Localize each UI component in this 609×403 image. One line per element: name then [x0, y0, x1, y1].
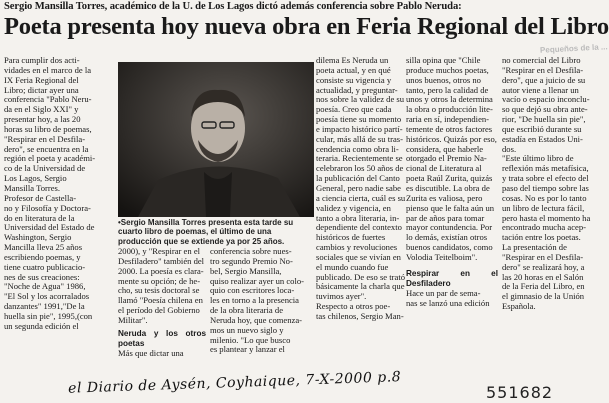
text-line: mos un nuevo siglo y [210, 324, 284, 335]
text-line: Universidad del Estado de [4, 222, 95, 233]
text-line: pero hasta el momento ha [502, 212, 591, 223]
text-line: tación entre los poetas. [502, 232, 581, 243]
text-line: General, pero nadie sabe [316, 182, 401, 193]
text-line: dilema Es Neruda un [316, 55, 389, 65]
text-line: bel, Sergio Mansilla, [210, 265, 282, 276]
text-line: "El Sol y los acorralados [4, 291, 90, 302]
text-line: básicamente la charla que [316, 281, 405, 292]
text-line: da en el Siglo XXI" y [4, 104, 79, 115]
column-1 [4, 56, 111, 376]
column-4 [406, 56, 498, 376]
text-line: mayor contundencia. Por [406, 222, 493, 233]
text-line: Respecto a otros poe- [316, 301, 391, 312]
subhead-neruda: Neruda y los otros poetas [118, 328, 206, 348]
text-line: "Respirar en el Desfila- [4, 133, 86, 144]
text-line: no comercial del Libro [502, 55, 581, 65]
text-line: encontrado mucha acep- [502, 222, 586, 233]
text-line: de la obra literaria de [210, 305, 284, 316]
photo-caption: •Sergio Mansilla Torres presenta esta tarde su cuarto libro de poemas, el último de una producción que se extiende ya por 25 años. [118, 218, 294, 246]
text-line: quio con escritores loca- [210, 285, 295, 296]
text-line: dos. [502, 143, 517, 154]
text-line: pienso que le falta aún un [406, 202, 495, 213]
text-line: huella sin pie", 1995,(con [4, 310, 93, 321]
text-line: otorgado el Premio Na- [406, 153, 487, 164]
text-line: 2000. La poesía es clara- [118, 265, 204, 276]
text-line: "Noche de Agua" 1986, [4, 281, 86, 292]
text-line: Militar". [118, 314, 148, 325]
text-line: el período del Gobierno [118, 305, 200, 316]
text-line: cosas. No es por lo tanto [502, 192, 587, 203]
text-line: actualidad, y preguntar- [316, 84, 398, 95]
text-line: buenos candidatos, como [406, 242, 493, 253]
text-line: IX Feria Regional del [4, 74, 79, 85]
text-line: Zurita es valiosa, pero [406, 192, 483, 203]
text-line: Para cumplir dos acti- [4, 55, 80, 65]
text-line: llamó "Poesía chilena en [118, 295, 203, 306]
text-line: tuvimos ayer". [316, 291, 367, 302]
text-line: cional de Literatura al [406, 163, 482, 174]
text-line: y trata sobre el efecto del [502, 173, 589, 184]
column-5 [502, 56, 596, 356]
kicker: Sergio Mansilla Torres, académico de la U. de Los Lagos dictó además conferencia sobre Pablo Neruda: [4, 1, 462, 12]
text-line: vacío o espacio inconclu- [502, 94, 590, 105]
text-line: no y Filosofía y Doctora- [4, 202, 91, 213]
text-line: vidades en el marco de la [4, 64, 92, 75]
text-line: "Este último libro de [502, 153, 574, 164]
text-line: estadía en Estados Uni- [502, 133, 583, 144]
text-line: dero", se encuentra en la [4, 143, 89, 154]
text-line: presentar hoy, a las 20 [4, 114, 81, 125]
text-line: reflexión más metafísica, [502, 163, 589, 174]
text-line: do en literatura de la [4, 212, 75, 223]
text-line: "Respirar en el Desfila- [502, 251, 584, 262]
text-line: Más que dictar una [118, 348, 184, 359]
text-line: a ciencia cierta, cuál es su [316, 192, 406, 203]
text-line: horas su libro de poemas, [4, 123, 92, 134]
text-line: la obra o producción lite- [406, 104, 493, 115]
text-line: "Respirar en el Desfila- [502, 64, 584, 75]
text-line: las 20 horas en el Salón [502, 271, 584, 282]
text-line: región el poeta y académi- [4, 153, 96, 164]
text-line: el gimnasio de la Unión [502, 291, 585, 302]
text-line: históricos. Quizás por eso, [406, 133, 497, 144]
text-line: que escribió durante su [502, 123, 582, 134]
text-line: unos y otros la determina [406, 94, 493, 105]
text-line: de la Feria del Libro, en [502, 281, 585, 292]
text-line: la publicación del Canto [316, 173, 400, 184]
text-line: poesía tiene su momento [316, 114, 402, 125]
text-line: sociales que se vivían en [316, 251, 401, 262]
text-line: es plantear y lanzar el [210, 344, 285, 355]
text-line: conferencia sobre nues- [210, 246, 292, 256]
text-line: un segunda edición el [4, 320, 79, 331]
text-line: unos buenos, otros no [406, 74, 481, 85]
handwritten-source-note: el Diario de Aysén, Coyhaique, 7-X-2000 p.8 [67, 369, 402, 397]
text-line: dero" se realizará hoy, a [502, 261, 585, 272]
text-line: un libro de lectura fácil, [502, 202, 585, 213]
text-line: La presentación de [502, 242, 567, 253]
text-line: les en torno a la presencia [210, 295, 300, 306]
text-line: silla opina que "Chile [406, 55, 481, 65]
text-line: cular, más allá de su tras- [316, 133, 403, 144]
text-line: validez y vigencia, en [316, 202, 391, 213]
text-line: dependiente del contexto [316, 222, 402, 233]
text-line: paso del tiempo sobre las [502, 182, 589, 193]
text-line: danzantes" 1991,"De la [4, 301, 85, 312]
text-line: Española. [502, 301, 536, 312]
text-line: tanto, pero la calidad de [406, 84, 489, 95]
text-line: cambios y revoluciones [316, 242, 398, 253]
text-line: nas se lanzó una edición [406, 298, 490, 309]
archive-number: 551682 [486, 383, 554, 402]
text-line: par de años para tomar [406, 212, 485, 223]
text-line: autor viene a llenar un [502, 84, 579, 95]
text-line: co de la Universidad de [4, 163, 86, 174]
text-line: nos sobre la validez de su [316, 94, 405, 105]
text-line: tas chilenos, Sergio Man- [316, 310, 404, 321]
text-line: so que dejó su obra ante- [502, 104, 588, 115]
text-line: poesía. Creo que cada [316, 104, 392, 115]
text-line: poeta actual, y en qué [316, 64, 391, 75]
text-line: el mundo cuando fue [316, 261, 389, 272]
text-line: considera, que haberle [406, 143, 484, 154]
text-line: rior, "De huella sin pie", [502, 114, 586, 125]
text-line: Libro; dictar ayer una [4, 84, 79, 95]
text-line: cendencia como obra li- [316, 143, 399, 154]
text-line: milenio. "Lo que busco [210, 334, 291, 345]
text-line: poeta Raúl Zurita, quizás [406, 173, 493, 184]
subhead-respirar: Respirar en el Desfiladero [406, 268, 498, 288]
text-line: produce muchos poetas, [406, 64, 489, 75]
text-line: tanto a obra literaria, in- [316, 212, 400, 223]
text-line: cho, su tesis doctoral se [118, 285, 200, 296]
column-2b [210, 247, 310, 375]
text-line: lo demás, existían otros [406, 232, 488, 243]
text-line: Mancilla lleva 25 años [4, 242, 83, 253]
column-3 [316, 55, 406, 376]
text-line: Washington, Sergio [4, 232, 72, 243]
text-line: Volodia Teitelboim". [406, 251, 478, 262]
text-line: es discutible. La obra de [406, 182, 490, 193]
text-line: históricos de fuertes [316, 232, 386, 243]
text-line: tro segundo Premio No- [210, 255, 293, 266]
text-line: conferencia "Pablo Neru- [4, 94, 92, 105]
text-line: Profesor de Castella- [4, 192, 77, 203]
text-line: nes de sus creaciones: [4, 271, 80, 282]
text-line: teraria. Recientemente se [316, 153, 403, 164]
text-line: escribiendo poemas, y [4, 251, 81, 262]
text-line: celebraron los 50 años de [316, 163, 404, 174]
text-line: Mansilla Torres. [4, 182, 61, 193]
text-line: Desfiladero" también del [118, 255, 205, 266]
text-line: raria en sí, independien- [406, 114, 490, 125]
text-line: Los Lagos, Sergio [4, 173, 67, 184]
text-line: Neruda hoy, que comenza- [210, 314, 303, 325]
text-line: tiene cuatro publicacio- [4, 261, 86, 272]
column-2a [118, 247, 206, 375]
text-line: Hace un par de sema- [406, 288, 481, 299]
text-line: mente su opción; de he- [118, 275, 201, 286]
text-line: consiste su vigencia y [316, 74, 392, 85]
author-portrait-icon [118, 62, 314, 217]
headline: Poeta presenta hoy nueva obra en Feria Regional del Libro [4, 13, 609, 40]
author-photo [118, 62, 314, 217]
text-line: temente de otros factores [406, 123, 493, 134]
text-line: publicado. De eso se trató [316, 271, 406, 282]
text-line: dero", que a juicio de su [502, 74, 586, 85]
text-line: e impacto histórico partí- [316, 123, 403, 134]
margin-text-right: Pequeños de la ... [539, 42, 608, 55]
text-line: quiso realizar ayer un colo- [210, 275, 305, 286]
text-line: 2000), y "Respirar en el [118, 246, 201, 256]
